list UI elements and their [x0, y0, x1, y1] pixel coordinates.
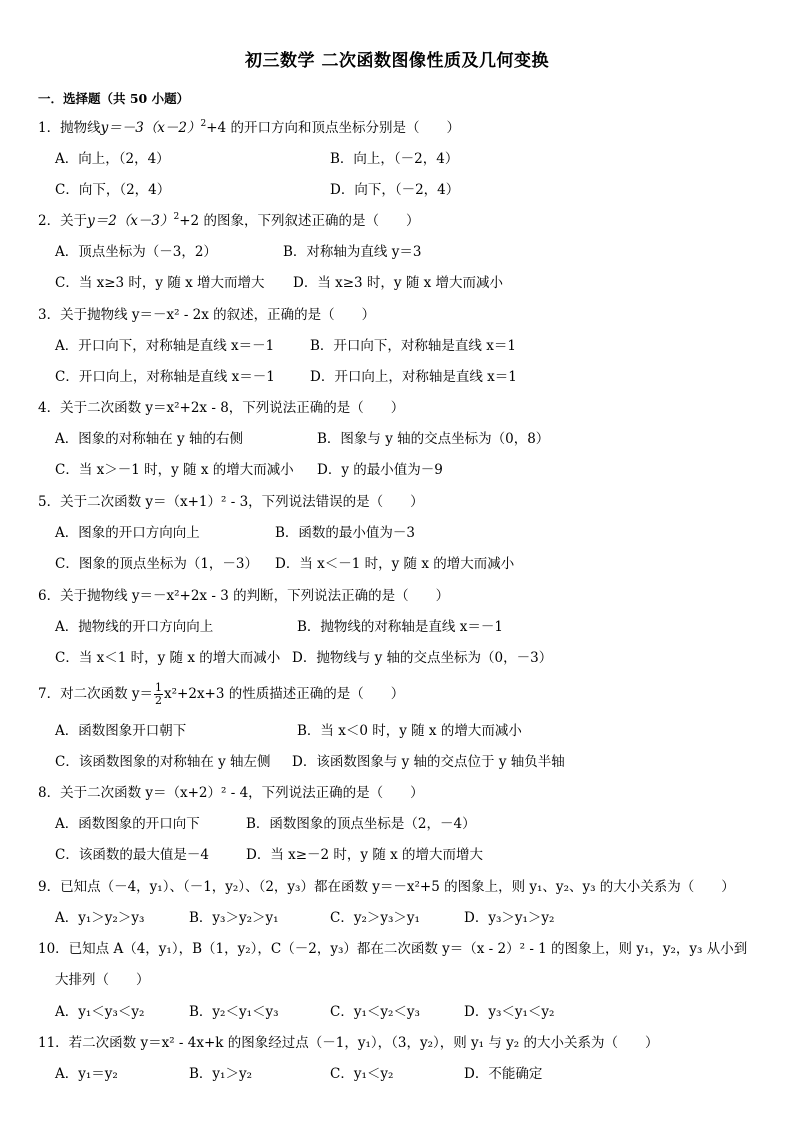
q7-option-c[interactable]: C．该函数图象的对称轴在 y 轴左侧: [55, 754, 271, 770]
question-8: 8．关于二次函数 y＝（x+2）² - 4，下列说法正确的是（ ）: [38, 785, 424, 801]
q4-option-b[interactable]: B．图象与 y 轴的交点坐标为（0，8）: [317, 431, 550, 447]
q3-option-d[interactable]: D．开口向上，对称轴是直线 x＝1: [310, 369, 517, 385]
q10-option-b[interactable]: B．y₂＜y₁＜y₃: [189, 1004, 279, 1020]
q5-option-a[interactable]: A．图象的开口方向向上: [55, 525, 200, 541]
q8-option-b[interactable]: B．函数图象的顶点坐标是（2，－4）: [246, 816, 476, 832]
q10-option-a[interactable]: A．y₁＜y₃＜y₂: [55, 1004, 145, 1020]
q8-option-a[interactable]: A．函数图象的开口向下: [55, 816, 200, 832]
question-11: 11．若二次函数 y＝x² - 4x+k 的图象经过点（－1，y₁），（3，y₂），则 y₁ 与 y₂ 的大小关系为（ ）: [38, 1035, 659, 1051]
q7-option-a[interactable]: A．函数图象开口朝下: [55, 723, 187, 739]
question-9: 9．已知点（－4，y₁）、（－1，y₂）、（2，y₃）都在函数 y＝－x²+5 的图象上，则 y₁、y₂、y₃ 的大小关系为（ ）: [38, 879, 735, 895]
section-heading: 一．选择题（共 50 小题）: [38, 91, 190, 106]
q8-option-c[interactable]: C．该函数的最大值是－4: [55, 847, 209, 863]
q9-option-c[interactable]: C．y₂＞y₃＞y₁: [330, 910, 420, 926]
q4-option-a[interactable]: A．图象的对称轴在 y 轴的右侧: [55, 431, 243, 447]
q10-option-d[interactable]: D．y₃＜y₁＜y₂: [464, 1004, 555, 1020]
q2-option-d[interactable]: D．当 x≥3 时，y 随 x 增大而减小: [293, 275, 504, 291]
q2-option-b[interactable]: B．对称轴为直线 y＝3: [283, 244, 422, 260]
q4-option-c[interactable]: C．当 x＞－1 时，y 随 x 的增大而减小: [55, 462, 294, 478]
question-5: 5．关于二次函数 y＝（x+1）² - 3，下列说法错误的是（ ）: [38, 494, 424, 510]
q7-suffix: x²+2x+3 的性质描述正确的是（ ）: [164, 686, 405, 702]
question-6: 6．关于抛物线 y＝－x²+2x - 3 的判断，下列说法正确的是（ ）: [38, 588, 450, 604]
q7-option-b[interactable]: B．当 x＜0 时，y 随 x 的增大而减小: [297, 723, 522, 739]
q7-fraction-numerator: 1: [155, 681, 163, 694]
q9-option-d[interactable]: D．y₃＞y₁＞y₂: [464, 910, 555, 926]
question-3: 3．关于抛物线 y＝－x² - 2x 的叙述，正确的是（ ）: [38, 307, 376, 323]
q5-option-d[interactable]: D．当 x＜－1 时，y 随 x 的增大而减小: [275, 556, 515, 572]
q1-option-d[interactable]: D．向下，（－2，4）: [330, 182, 460, 198]
q6-option-a[interactable]: A．抛物线的开口方向向上: [55, 619, 214, 635]
question-4: 4．关于二次函数 y＝x²+2x - 8，下列说法正确的是（ ）: [38, 400, 405, 416]
q7-fraction: [154, 682, 163, 707]
q11-option-a[interactable]: A．y₁＝y₂: [55, 1066, 118, 1082]
q1-option-c[interactable]: C．向下，（2，4）: [55, 182, 171, 198]
question-7: [38, 682, 404, 707]
q6-option-c[interactable]: C．当 x＜1 时，y 随 x 的增大而减小: [55, 650, 281, 666]
q7-option-d[interactable]: D．该函数图象与 y 轴的交点位于 y 轴负半轴: [292, 754, 565, 770]
q1-function: y＝－3（x－2）: [100, 120, 201, 136]
q1-exponent: 2: [200, 119, 207, 129]
q5-option-c[interactable]: C．图象的顶点坐标为（1，－3）: [55, 556, 259, 572]
question-10-continued: 大排列（ ）: [55, 972, 150, 988]
q2-exponent: 2: [173, 212, 180, 222]
q11-option-d[interactable]: D．不能确定: [464, 1066, 543, 1082]
q2-option-a[interactable]: A．顶点坐标为（－3，2）: [55, 244, 217, 260]
q7-fraction-denominator: 2: [155, 694, 163, 707]
q3-option-c[interactable]: C．开口向上，对称轴是直线 x＝－1: [55, 369, 275, 385]
q7-prefix: 7．对二次函数 y＝: [38, 686, 154, 702]
question-2: [38, 212, 419, 230]
page-title: 初三数学 二次函数图像性质及几何变换: [245, 51, 549, 71]
q6-option-b[interactable]: B．抛物线的对称轴是直线 x＝－1: [297, 619, 503, 635]
q8-option-d[interactable]: D．当 x≥－2 时，y 随 x 的增大而增大: [246, 847, 484, 863]
q4-option-d[interactable]: D．y 的最小值为－9: [317, 462, 443, 478]
question-10: 10．已知点 A（4，y₁），B（1，y₂），C（－2，y₃）都在二次函数 y＝（x - 2）² - 1 的图象上，则 y₁，y₂，y₃ 从小到: [38, 941, 748, 957]
q1-suffix: +4 的开口方向和顶点坐标分别是（ ）: [206, 120, 460, 136]
q3-option-b[interactable]: B．开口向下，对称轴是直线 x＝1: [310, 338, 516, 354]
q11-option-b[interactable]: B．y₁＞y₂: [189, 1066, 252, 1082]
q10-option-c[interactable]: C．y₁＜y₂＜y₃: [330, 1004, 420, 1020]
q1-option-a[interactable]: A．向上，（2，4）: [55, 151, 170, 167]
q2-function: y＝2（x－3）: [87, 213, 174, 229]
q5-option-b[interactable]: B．函数的最小值为－3: [275, 525, 416, 541]
q9-option-b[interactable]: B．y₃＞y₂＞y₁: [189, 910, 279, 926]
q2-prefix: 2．关于: [38, 213, 88, 229]
question-1: [38, 119, 460, 137]
q1-option-b[interactable]: B．向上，（－2，4）: [330, 151, 459, 167]
q11-option-c[interactable]: C．y₁＜y₂: [330, 1066, 394, 1082]
q2-suffix: +2 的图象，下列叙述正确的是（ ）: [179, 213, 420, 229]
q2-option-c[interactable]: C．当 x≥3 时，y 随 x 增大而增大: [55, 275, 265, 291]
q3-option-a[interactable]: A．开口向下，对称轴是直线 x＝－1: [55, 338, 275, 354]
q9-option-a[interactable]: A．y₁＞y₂＞y₃: [55, 910, 145, 926]
q6-option-d[interactable]: D．抛物线与 y 轴的交点坐标为（0，－3）: [292, 650, 553, 666]
q1-prefix: 1．抛物线: [38, 120, 101, 136]
